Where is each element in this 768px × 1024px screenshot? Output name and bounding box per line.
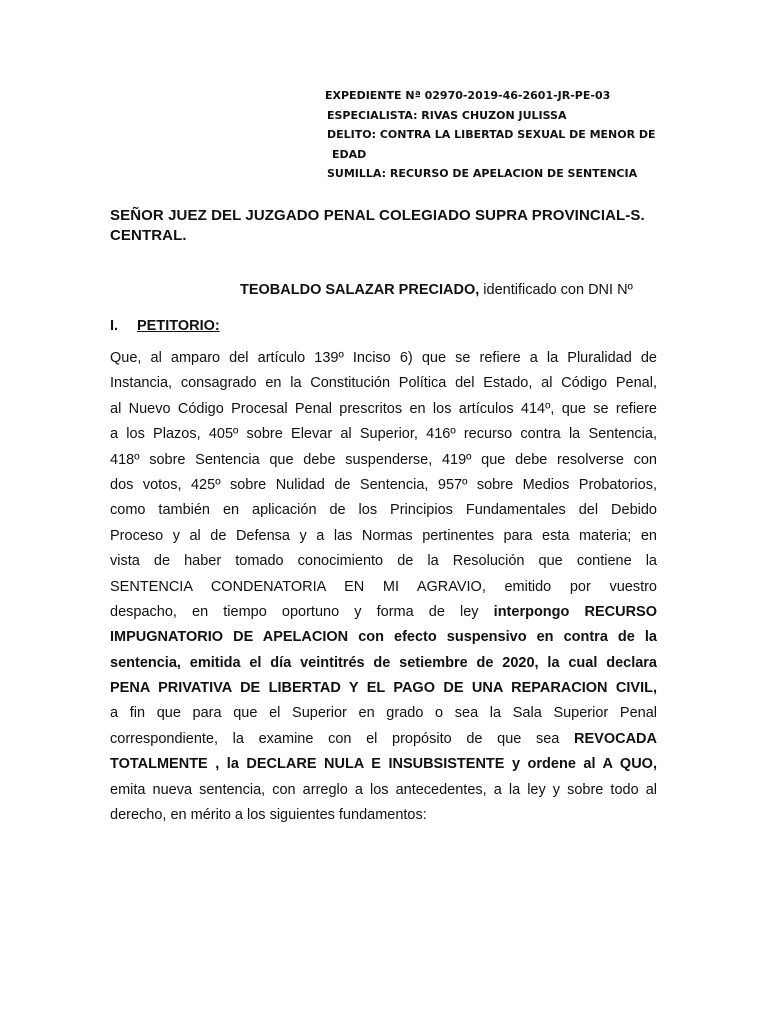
paragraph-bold-text: interpongo RECURSO: [493, 603, 657, 620]
addressee-line-2: CENTRAL.: [110, 227, 187, 244]
paragraph-line: 418º sobre Sentencia que debe suspenderse, 419º que debe resolverse con: [110, 451, 657, 468]
paragraph-line-bold: TOTALMENTE , la DECLARE NULA E INSUBSISTENTE y ordene al A QUO,: [110, 756, 657, 773]
paragraph-line: Instancia, consagrado en la Constitución Política del Estado, al Código Penal,: [110, 375, 657, 392]
paragraph-line: [110, 727, 657, 752]
case-header: [325, 86, 685, 184]
section-number: I.: [110, 318, 119, 334]
paragraph-line: vista de haber tomado conocimiento de la Resolución que contiene la: [110, 553, 657, 570]
paragraph-line-bold: sentencia, emitida el día veintitrés de setiembre de 2020, la cual declara: [110, 654, 657, 671]
paragraph-line-bold: PENA PRIVATIVA DE LIBERTAD Y EL PAGO DE UNA REPARACION CIVIL,: [110, 680, 657, 697]
paragraph-line: Proceso y al de Defensa y a las Normas pertinentes para esta materia; en: [110, 527, 657, 544]
section-heading: [110, 316, 220, 336]
paragraph-line: SENTENCIA CONDENATORIA EN MI AGRAVIO, emitido por vuestro: [110, 578, 657, 595]
paragraph-text: despacho, en tiempo oportuno y forma de ley: [110, 603, 494, 620]
paragraph-line: emita nueva sentencia, con arreglo a los antecedentes, a la ley y sobre todo al: [110, 781, 657, 798]
sumilla-line: SUMILLA: RECURSO DE APELACION DE SENTENCIA: [327, 167, 638, 180]
paragraph-line: a fin que para que el Superior en grado o sea la Sala Superior Penal: [110, 705, 657, 722]
expediente-line: EXPEDIENTE Nª 02970-2019-46-2601-JR-PE-03: [325, 89, 611, 102]
paragraph-line-last: derecho, en mérito a los siguientes fundamentos:: [110, 807, 427, 824]
addressee: [110, 206, 670, 246]
addressee-line-1: SEÑOR JUEZ DEL JUZGADO PENAL COLEGIADO SUPRA PROVINCIAL-S.: [110, 207, 645, 224]
paragraph-line: dos votos, 425º sobre Nulidad de Sentencia, 957º sobre Medios Probatorios,: [110, 476, 657, 493]
delito-line: DELITO: CONTRA LA LIBERTAD SEXUAL DE MENOR DE: [327, 128, 656, 141]
section-title: PETITORIO:: [137, 318, 220, 334]
party-name: TEOBALDO SALAZAR PRECIADO,: [240, 282, 480, 298]
especialista-line: ESPECIALISTA: RIVAS CHUZON JULISSA: [327, 108, 567, 122]
paragraph-line: [110, 600, 657, 625]
paragraph-line: a los Plazos, 405º sobre Elevar al Superior, 416º recurso contra la Sentencia,: [110, 426, 657, 443]
paragraph-bold-text: REVOCADA: [574, 730, 657, 747]
paragraph-line: Que, al amparo del artículo 139º Inciso 6) que se refiere a la Pluralidad de: [110, 350, 657, 366]
paragraph-line: como también en aplicación de los Principios Fundamentales del Debido: [110, 502, 657, 519]
petitorio-paragraph: [110, 346, 657, 828]
paragraph-text: correspondiente, la examine con el propósito de que sea: [110, 730, 575, 747]
party-introduction: [240, 280, 670, 300]
paragraph-line: al Nuevo Código Procesal Penal prescritos en los artículos 414º, que se refiere: [110, 400, 657, 417]
party-identification: identificado con DNI Nº: [479, 282, 633, 298]
delito-line-continued: EDAD: [332, 147, 367, 161]
paragraph-line-bold: IMPUGNATORIO DE APELACION con efecto suspensivo en contra de la: [110, 629, 657, 646]
